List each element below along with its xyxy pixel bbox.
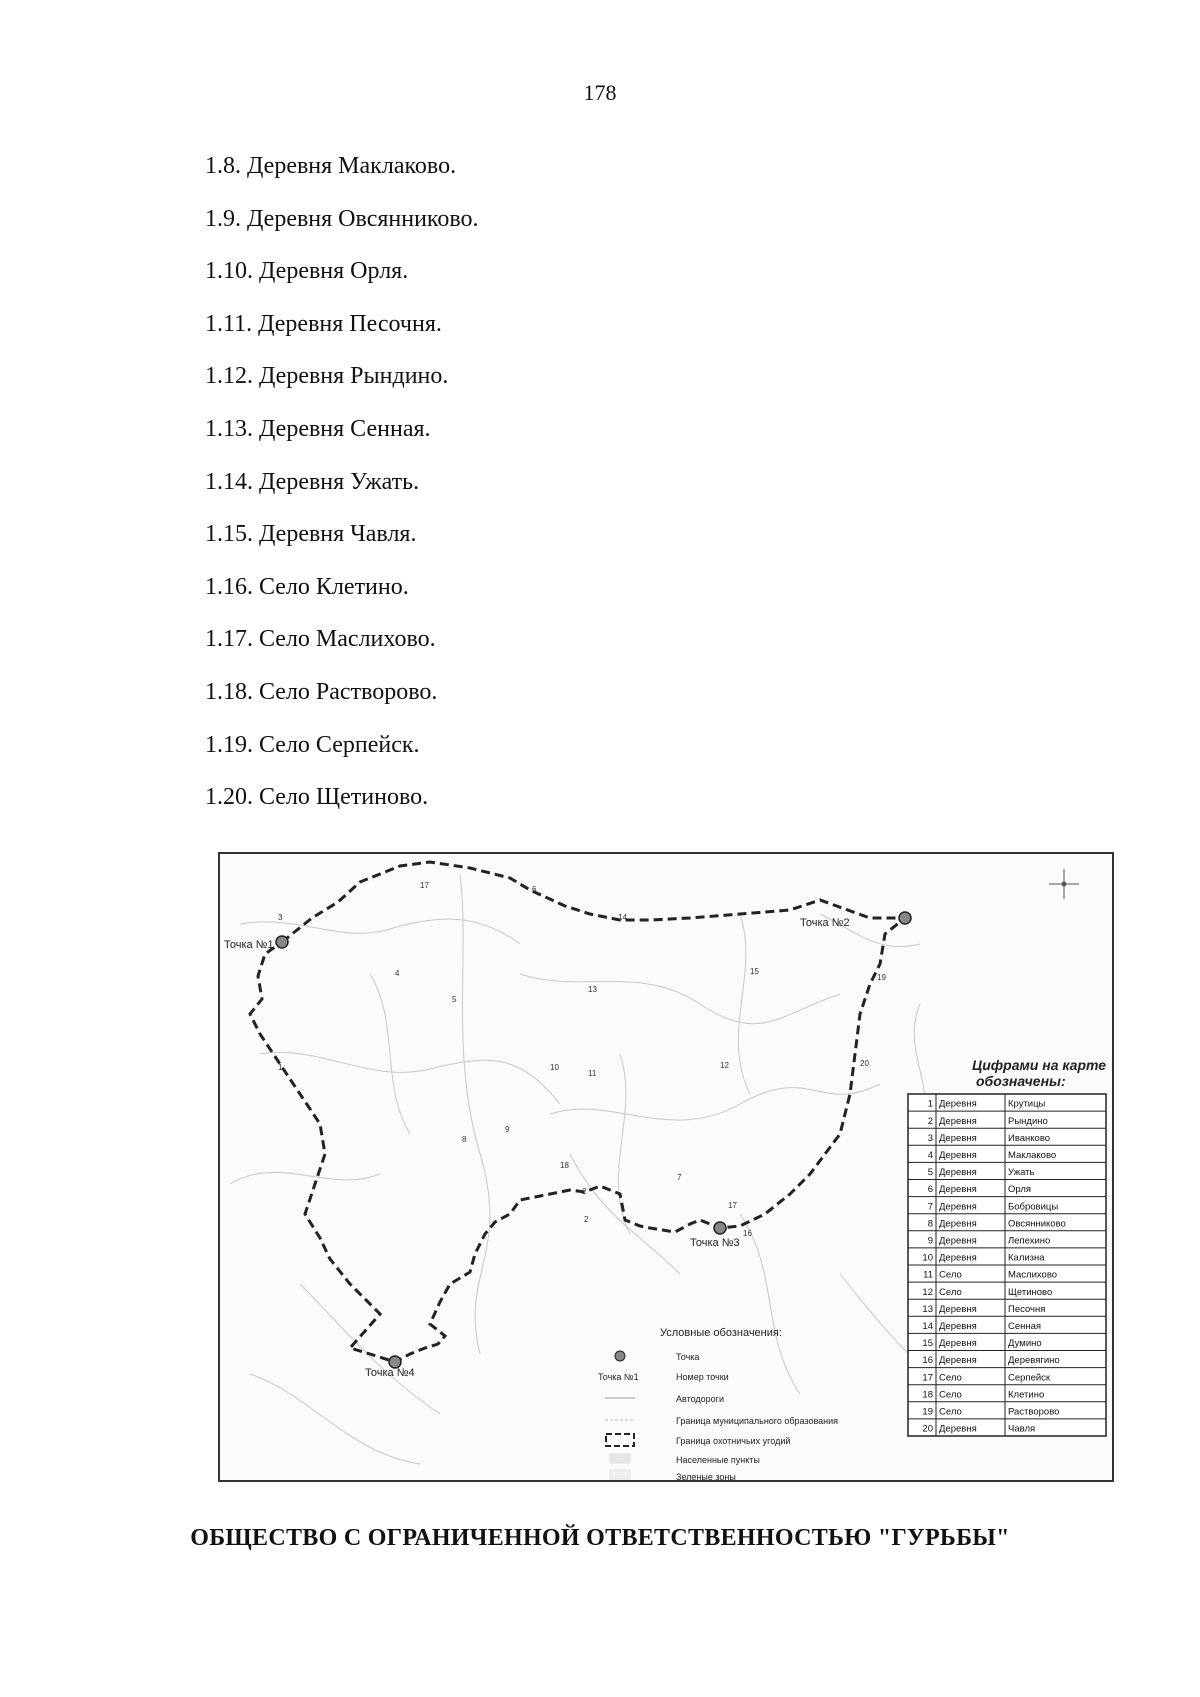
area-number: 10	[550, 1063, 559, 1072]
legend-green-icon	[610, 1470, 630, 1479]
table-cell-type: Деревня	[939, 1149, 977, 1161]
table-cell-type: Деревня	[939, 1303, 977, 1315]
table-cell-type: Деревня	[939, 1252, 977, 1264]
table-cell-name: Бобровицы	[1008, 1201, 1059, 1213]
list-item: 1.20. Село Щетиново.	[205, 784, 429, 811]
table-cell-type: Деревня	[939, 1184, 977, 1196]
list-item: 1.17. Село Маслихово.	[205, 626, 436, 653]
table-cell-number: 16	[922, 1355, 933, 1367]
area-number: 12	[720, 1061, 729, 1070]
list-item: 1.10. Деревня Орля.	[205, 258, 409, 285]
table-cell-type: Село	[939, 1406, 962, 1418]
table-cell-name: Клетино	[1008, 1389, 1045, 1401]
point-label: Точка №3	[690, 1237, 740, 1249]
area-number: 9	[505, 1125, 510, 1134]
table-cell-type: Деревня	[939, 1235, 977, 1247]
legend-label: Зеленые зоны	[676, 1472, 736, 1482]
table-cell-number: 3	[927, 1132, 933, 1144]
area-number: 11	[588, 1069, 597, 1078]
list-item: 1.15. Деревня Чавля.	[205, 521, 417, 548]
table-rows	[908, 1094, 1106, 1436]
table-cell-type: Село	[939, 1286, 962, 1298]
table-cell-name: Песочня	[1008, 1303, 1046, 1315]
table-cell-type: Деревня	[939, 1355, 977, 1367]
table-subtitle: обозначены:	[976, 1073, 1066, 1089]
area-numbers	[278, 881, 886, 1238]
table-cell-number: 18	[922, 1389, 933, 1401]
map-figure	[218, 852, 1114, 1482]
list-item: 1.14. Деревня Ужать.	[205, 468, 420, 495]
table-cell-type: Деревня	[939, 1115, 977, 1127]
point-labels	[224, 917, 850, 1379]
table-cell-name: Иванково	[1008, 1132, 1051, 1144]
table-cell-number: 2	[927, 1115, 933, 1127]
page-number: 178	[583, 80, 617, 105]
map-drawing	[220, 854, 1114, 1482]
point-marker	[899, 912, 911, 924]
table-cell-name: Маслихово	[1008, 1269, 1058, 1281]
settlement-list	[205, 140, 479, 824]
area-number: 18	[560, 1161, 569, 1170]
point-label: Точка №2	[800, 917, 850, 929]
table-cell-type: Деревня	[939, 1201, 977, 1213]
table-cell-number: 8	[927, 1218, 933, 1230]
legend-label: Точка	[676, 1352, 700, 1362]
table-cell-name: Рындино	[1008, 1115, 1048, 1127]
table-cell-number: 7	[927, 1201, 933, 1213]
compass-icon	[1049, 869, 1079, 899]
table-cell-number: 9	[927, 1235, 933, 1247]
table-cell-name: Кализна	[1008, 1252, 1045, 1264]
table-cell-name: Крутицы	[1008, 1098, 1046, 1110]
area-number: 15	[750, 967, 759, 976]
table-cell-type: Деревня	[939, 1218, 977, 1230]
table-cell-number: 4	[927, 1149, 933, 1161]
area-number: 17	[728, 1201, 737, 1210]
table-cell-number: 19	[922, 1406, 933, 1418]
area-number: 16	[743, 1229, 752, 1238]
point-marker	[714, 1222, 726, 1234]
table-cell-name: Чавля	[1008, 1423, 1036, 1435]
legend-hunting-border-icon	[606, 1434, 634, 1446]
map-legend	[598, 1327, 838, 1482]
area-number: 5	[452, 995, 457, 1004]
table-cell-number: 13	[922, 1303, 933, 1315]
legend-label: Населенные пункты	[676, 1455, 760, 1465]
legend-point-icon	[615, 1351, 625, 1361]
table-cell-type: Село	[939, 1372, 962, 1384]
area-number: 3	[278, 913, 283, 922]
legend-title: Условные обозначения:	[660, 1327, 782, 1339]
list-item: 1.12. Деревня Рындино.	[205, 363, 449, 390]
area-number: 13	[588, 985, 597, 994]
table-cell-type: Деревня	[939, 1132, 977, 1144]
point-marker	[276, 936, 288, 948]
area-number: 7	[677, 1173, 682, 1182]
table-cell-name: Маклаково	[1008, 1149, 1057, 1161]
table-cell-number: 6	[927, 1184, 933, 1196]
area-number: 4	[395, 969, 400, 978]
area-number: 20	[860, 1059, 869, 1068]
point-label: Точка №4	[365, 1367, 415, 1379]
table-cell-type: Деревня	[939, 1423, 977, 1435]
table-cell-number: 1	[927, 1098, 933, 1110]
table-cell-number: 17	[922, 1372, 933, 1384]
table-cell-number: 15	[922, 1338, 933, 1350]
table-cell-name: Думино	[1008, 1338, 1042, 1350]
table-cell-type: Деревня	[939, 1320, 977, 1332]
area-number: 1	[278, 1063, 283, 1072]
table-cell-type: Деревня	[939, 1098, 977, 1110]
table-cell-type: Село	[939, 1269, 962, 1281]
table-cell-name: Деревягино	[1008, 1355, 1060, 1367]
list-item: 1.13. Деревня Сенная.	[205, 415, 431, 442]
map-points	[276, 912, 911, 1368]
organization-title: ОБЩЕСТВО С ОГРАНИЧЕННОЙ ОТВЕТСТВЕННОСТЬЮ "ГУРЬБЫ"	[190, 1525, 1010, 1551]
table-cell-number: 5	[927, 1167, 933, 1179]
legend-label: Граница муниципального образования	[676, 1416, 839, 1426]
area-number: 19	[877, 973, 886, 982]
point-label: Точка №1	[224, 939, 274, 951]
table-cell-type: Село	[939, 1389, 962, 1401]
legend-label: Граница охотничьих угодий	[676, 1436, 791, 1446]
area-number: 6	[532, 885, 537, 894]
legend-label: Автодороги	[676, 1394, 724, 1404]
table-cell-name: Щетиново	[1008, 1286, 1053, 1298]
table-cell-name: Лепехино	[1008, 1235, 1051, 1247]
table-cell-number: 11	[923, 1269, 933, 1281]
area-number: 2	[584, 1215, 589, 1224]
table-cell-name: Сенная	[1008, 1320, 1042, 1332]
list-item: 1.16. Село Клетино.	[205, 573, 409, 600]
table-cell-number: 10	[922, 1252, 933, 1264]
area-number: 8	[462, 1135, 467, 1144]
list-item: 1.11. Деревня Песочня.	[205, 310, 442, 337]
table-title: Цифрами на карте	[972, 1057, 1107, 1073]
list-item: 1.9. Деревня Овсянниково.	[205, 205, 479, 232]
list-item: 1.8. Деревня Маклаково.	[205, 153, 457, 179]
list-item: 1.19. Село Серпейск.	[205, 731, 420, 758]
area-number: 14	[618, 913, 627, 922]
area-number: 17	[420, 881, 429, 890]
table-cell-number: 20	[922, 1423, 933, 1435]
table-cell-name: Растворово	[1008, 1406, 1060, 1418]
table-cell-name: Овсянниково	[1008, 1218, 1066, 1230]
table-cell-name: Ужать	[1008, 1167, 1035, 1179]
settlement-table	[908, 1057, 1106, 1436]
table-cell-type: Деревня	[939, 1167, 977, 1179]
hunting-boundary	[250, 862, 905, 1362]
table-cell-number: 14	[922, 1320, 933, 1332]
table-cell-name: Серпейск	[1008, 1372, 1051, 1384]
list-item: 1.18. Село Растворово.	[205, 678, 438, 705]
table-cell-name: Орля	[1008, 1184, 1032, 1196]
legend-label: Номер точки	[676, 1372, 729, 1382]
table-cell-type: Деревня	[939, 1338, 977, 1350]
area-number: 2	[582, 1187, 587, 1196]
legend-settlement-icon	[610, 1454, 630, 1463]
table-cell-number: 12	[922, 1286, 933, 1298]
legend-symbol: Точка №1	[598, 1372, 639, 1382]
